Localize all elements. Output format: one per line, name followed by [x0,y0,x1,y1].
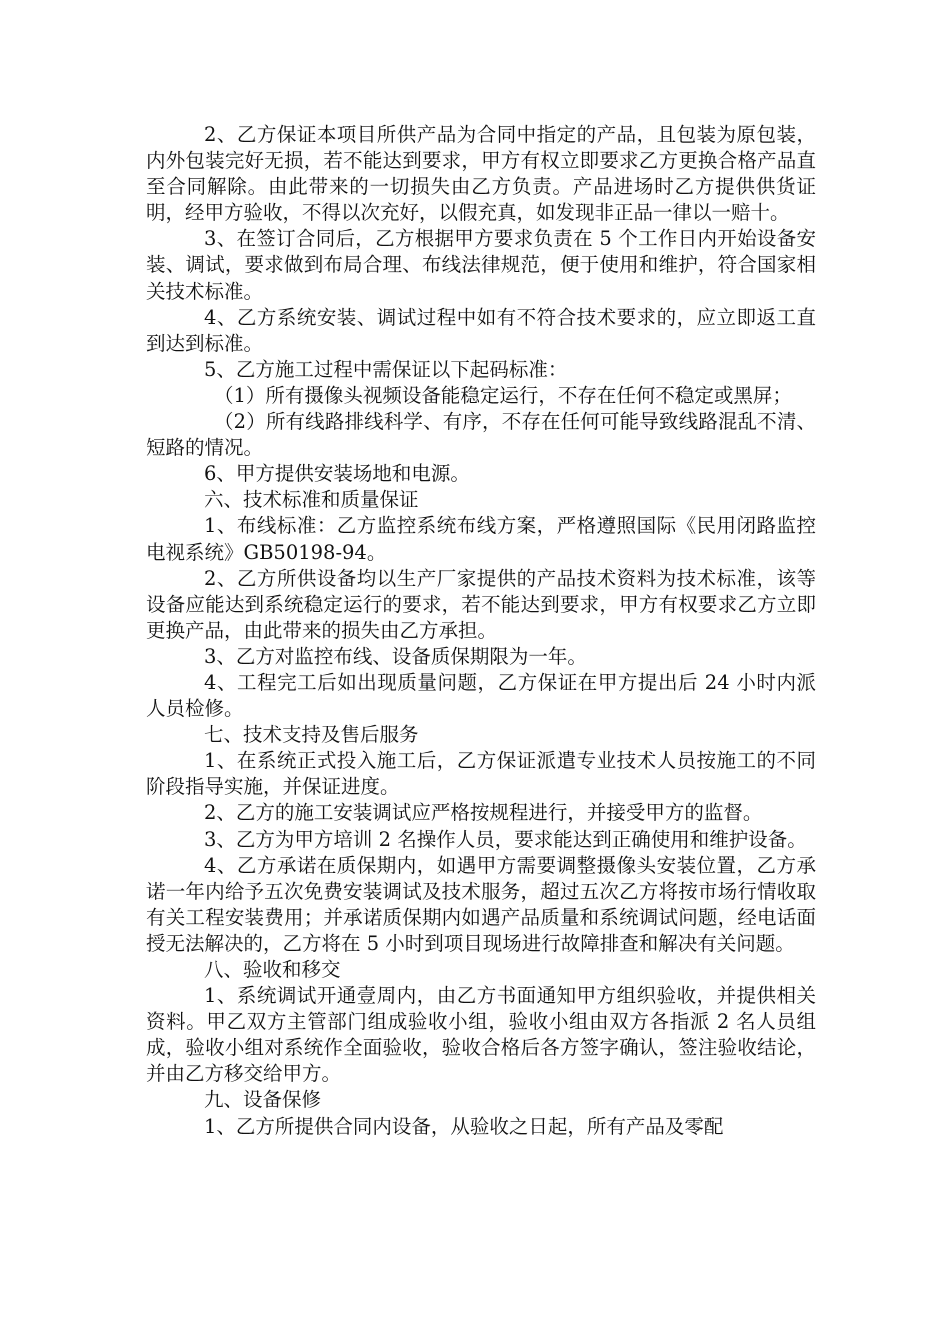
paragraph-clause-3-installation: 3、在签订合同后，乙方根据甲方要求负责在 5 个工作日内开始设备安装、调试，要求做到布局合理、布线法律规范，便于使用和维护，符合国家相关技术标准。 [146,227,816,303]
section-heading-9: 九、设备保修 [204,1088,322,1112]
paragraph-s6-clause-4: 4、工程完工后如出现质量问题，乙方保证在甲方提出后 24 小时内派人员检修。 [146,670,816,721]
paragraph-clause-5-standards: 5、乙方施工过程中需保证以下起码标准： [204,357,568,381]
paragraph-s7-clause-4: 4、乙方承诺在质保期内，如遇甲方需要调整摄像头安装位置，乙方承诺一年内给予五次免费安装调试及技术服务，超过五次乙方将按市场行情收取有关工程安装费用；并承诺质保期内如遇产品质量和系统调试问题，经电话面授无法解决的，乙方将在 5 小时到项目现场进行故障排查和解决有关问题。 [146,853,816,955]
paragraph-s6-clause-2: 2、乙方所供设备均以生产厂家提供的产品技术资料为技术标准，该等设备应能达到系统稳定运行的要求，若不能达到要求，甲方有权要求乙方立即更换产品，由此带来的损失由乙方承担。 [146,566,816,642]
section-heading-8: 八、验收和移交 [204,958,341,981]
paragraph-clause-6-site: 6、甲方提供安装场地和电源。 [204,462,470,486]
document-page [146,122,816,1140]
paragraph-sub-item-2: （2）所有线路排线科学、有序，不存在任何可能导致线路混乱不清、短路的情况。 [146,410,816,460]
paragraph-sub-item-1: （1）所有摄像头视频设备能稳定运行，不存在任何不稳定或黑屏； [214,383,792,407]
paragraph-s7-clause-2: 2、乙方的施工安装调试应严格按规程进行，并接受甲方的监督。 [204,801,763,825]
paragraph-clause-2-packaging: 2、乙方保证本项目所供产品为合同中指定的产品，且包装为原包装，内外包装完好无损，若不能达到要求，甲方有权立即要求乙方更换合格产品直至合同解除。由此带来的一切损失由乙方负责。产品进场时乙方提供供货证明，经甲方验收，不得以次充好，以假充真，如发现非正品一律以一赔十。 [146,123,816,225]
section-heading-7: 七、技术支持及售后服务 [204,723,419,747]
section-heading-6: 六、技术标准和质量保证 [204,488,419,512]
paragraph-s7-clause-1: 1、在系统正式投入施工后，乙方保证派遣专业技术人员按施工的不同阶段指导实施，并保证进度。 [146,749,816,799]
paragraph-s6-clause-3: 3、乙方对监控布线、设备质保期限为一年。 [204,644,587,668]
paragraph-s8-clause-1: 1、系统调试开通壹周内，由乙方书面通知甲方组织验收，并提供相关资料。甲乙双方主管部门组成验收小组，验收小组由双方各指派 2 名人员组成，验收小组对系统作全面验收，验收合格后各方签字确认，签注验收结论，并由乙方移交给甲方。 [146,984,816,1086]
paragraph-clause-4-rework: 4、乙方系统安装、调试过程中如有不符合技术要求的，应立即返工直到达到标准。 [146,305,816,355]
paragraph-s7-clause-3: 3、乙方为甲方培训 2 名操作人员，要求能达到正确使用和维护设备。 [204,827,807,851]
paragraph-s6-clause-1: 1、布线标准：乙方监控系统布线方案，严格遵照国际《民用闭路监控电视系统》GB50198-94。 [146,514,816,564]
paragraph-s9-clause-1: 1、乙方所提供合同内设备，从验收之日起，所有产品及零配 [204,1114,724,1138]
